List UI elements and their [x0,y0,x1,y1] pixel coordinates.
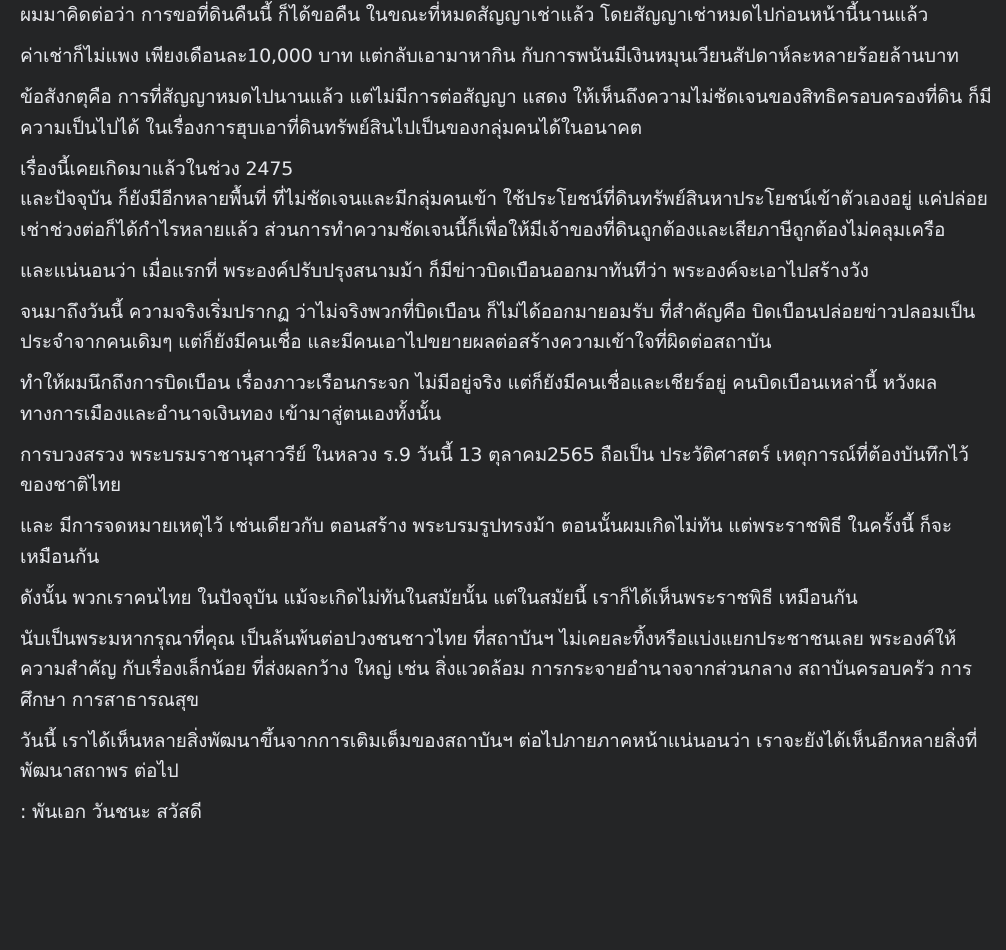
post-paragraph-3: ข้อสังกตุคือ การที่สัญญาหมดไปนานแล้ว แต่ไม่มีการต่อสัญญา แสดง ให้เห็นถึงความไม่ชัดเจนของสิทธิครอบครองที่ดิน ก็มีความเป็นไปได้ ในเรื่องการฮุบเอาที่ดินทรัพย์สินไปเป็นของกลุ่มคนได้ในอนาคต [20,86,992,139]
post-paragraph-9: และ มีการจดหมายเหตุไว้ เช่นเดียวกับ ตอนสร้าง พระบรมรูปทรงม้า ตอนนั้นผมเกิดไม่ทัน แต่พระราชพิธี ในครั้งนี้ ก็จะเหมือนกัน [20,515,952,568]
post-paragraph-1: ผมมาคิดต่อว่า การขอที่ดินคืนนี้ ก็ได้ขอคืน ในขณะที่หมดสัญญาเช่าแล้ว โดยสัญญาเช่าหมดไปก่อนหน้านี้นานแล้ว [20,4,929,26]
post-paragraph-4: เรื่องนี้เคยเกิดมาแล้วในช่วง 2475 และปัจจุบัน ก็ยังมีอีกหลายพื้นที่ ที่ไม่ชัดเจนและมีกลุ่มคนเข้า ใช้ประโยชน์ที่ดินทรัพย์สินหาประโยชน์เข้าตัวเองอยู่ แค่ปล่อยเช่าช่วงต่อก็ได้กำไรหลายแล้ว ส่วนการทำความชัดเจนนี้ก็เพื่อให้มีเจ้าของที่ดินถูกต้องและเสียภาษีถูกต้องไม่คลุมเครือ [20,157,988,241]
post-paragraph-8: การบวงสรวง พระบรมราชานุสาวรีย์ ในหลวง ร.9 วันนี้ 13 ตุลาคม2565 ถือเป็น ประวัติศาสตร์ เหตุการณ์ที่ต้องบันทึกไว้ของชาติไทย [20,443,969,496]
post-paragraph-2: ค่าเช่าก็ไม่แพง เพียงเดือนละ10,000 บาท แต่กลับเอามาหากิน กับการพนันมีเงินหมุนเวียนสัปดาห์ละหลายร้อยล้านบาท [20,45,959,67]
post-paragraph-10: ดังนั้น พวกเราคนไทย ในปัจจุบัน แม้จะเกิดไม่ทันในสมัยนั้น แต่ในสมัยนี้ เราก็ได้เห็นพระราชพิธี เหมือนกัน [20,586,858,609]
post-body [20,0,996,828]
post-paragraph-7: ทำให้ผมนึกถึงการบิดเบือน เรื่องภาวะเรือนกระจก ไม่มีอยู่จริง แต่ก็ยังมีคนเชื่อและเชียร์อยู่ คนบิดเบือนเหล่านี้ หวังผลทางการเมืองและอำนาจเงินทอง เข้ามาสู่ตนเองทั้งนั้น [20,372,938,425]
post-signature: : พันเอก วันชนะ สวัสดี [20,801,202,823]
post-paragraph-11: นับเป็นพระมหากรุณาที่คุณ เป็นล้นพ้นต่อปวงชนชาวไทย ที่สถาบันฯ ไม่เคยละทิ้งหรือแบ่งแยกประชาชนเลย พระองค์ให้ความสำคัญ กับเรื่องเล็กน้อย ที่ส่งผลกว้าง ใหญ่ เช่น สิ่งแวดล้อม การกระจายอำนาจจากส่วนกลาง สถาบันครอบครัว การศึกษา การสาธารณสุข [20,627,972,711]
post-paragraph-6: จนมาถึงวันนี้ ความจริงเริ่มปรากฏ ว่าไม่จริงพวกที่บิดเบือน ก็ไม่ได้ออกมายอมรับ ที่สำคัญคือ บิดเบือนปล่อยข่าวปลอมเป็นประจำจากคนเดิมๆ แต่ก็ยังมีคนเชื่อ และมีคนเอาไปขยายผลต่อสร้างความเข้าใจที่ผิดต่อสถาบัน [20,300,976,353]
post-paragraph-5: และแน่นอนว่า เมื่อแรกที่ พระองค์ปรับปรุงสนามม้า ก็มีข่าวบิดเบือนออกมาทันทีว่า พระองค์จะเอาไปสร้างวัง [20,259,869,282]
post-paragraph-12: วันนี้ เราได้เห็นหลายสิ่งพัฒนาขึ้นจากการเติมเต็มของสถาบันฯ ต่อไปภายภาคหน้าแน่นอนว่า เราจะยังได้เห็นอีกหลายสิ่งที่พัฒนาสถาพร ต่อไป [20,729,978,782]
